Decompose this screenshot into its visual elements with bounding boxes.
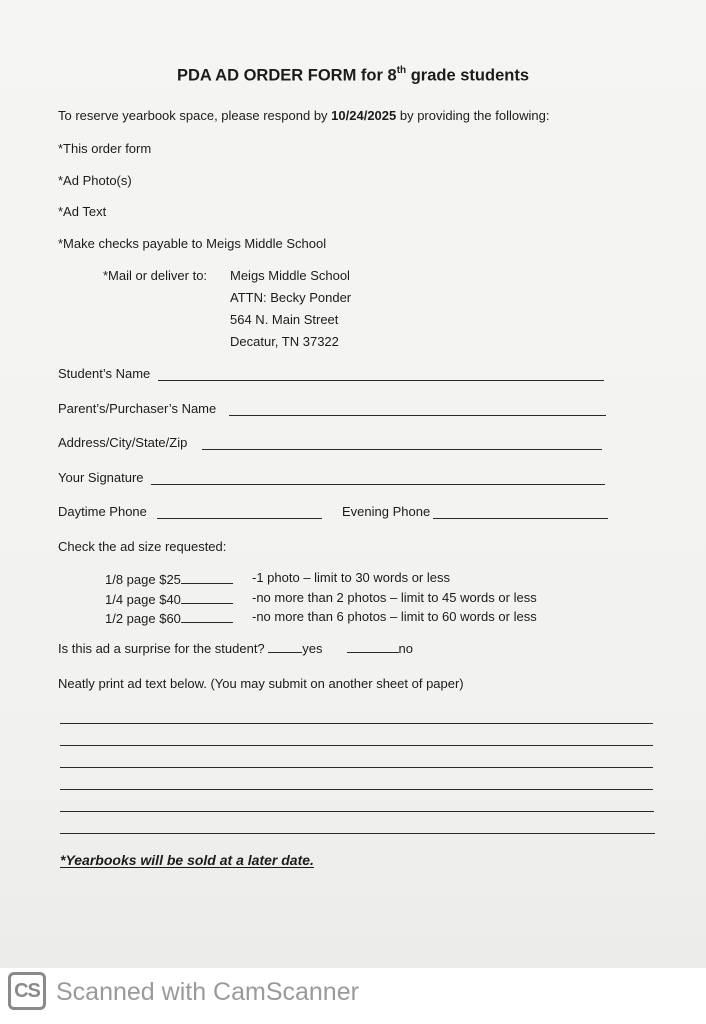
size-description: -no more than 6 photos – limit to 60 words or less [252, 609, 537, 624]
ad-text-line[interactable] [60, 789, 653, 790]
yes-blank[interactable] [268, 639, 302, 653]
print-instruction: Neatly print ad text below. (You may submit on another sheet of paper) [58, 676, 464, 691]
student-name-label: Student’s Name [58, 366, 151, 381]
ad-text-line[interactable] [60, 723, 653, 724]
size-checkbox-blank[interactable] [181, 609, 233, 623]
address-label: Address/City/State/Zip [58, 435, 188, 450]
evening-phone-label: Evening Phone [342, 504, 431, 519]
student-name-line[interactable] [158, 380, 604, 381]
address-line: ATTN: Becky Ponder [230, 290, 352, 305]
no-label: no [398, 641, 413, 656]
checklist-item: *Ad Text [58, 204, 107, 219]
checklist-item: *Ad Photo(s) [58, 173, 132, 188]
address-line: Meigs Middle School [230, 268, 350, 283]
size-description: -no more than 2 photos – limit to 45 words or less [252, 590, 537, 605]
size-option[interactable]: 1/4 page $40 [105, 590, 233, 607]
daytime-phone-line[interactable] [157, 518, 322, 519]
ad-text-line[interactable] [60, 745, 653, 746]
parent-name-line[interactable] [229, 415, 606, 416]
size-prompt: Check the ad size requested: [58, 539, 227, 554]
size-option[interactable]: 1/8 page $25 [105, 570, 233, 587]
ad-text-line[interactable] [60, 833, 655, 834]
signature-label: Your Signature [58, 470, 144, 485]
yes-label: yes [302, 641, 323, 656]
response-deadline: 10/24/2025 [331, 108, 397, 123]
size-description: -1 photo – limit to 30 words or less [252, 570, 450, 585]
camscanner-logo-icon: CS [8, 972, 46, 1010]
no-blank[interactable] [347, 639, 399, 653]
mail-label: *Mail or deliver to: [103, 268, 208, 283]
surprise-question: Is this ad a surprise for the student? yes no [58, 641, 413, 656]
size-checkbox-blank[interactable] [181, 590, 233, 604]
address-line-field[interactable] [202, 449, 602, 450]
ad-text-line[interactable] [60, 811, 654, 812]
daytime-phone-label: Daytime Phone [58, 504, 147, 519]
evening-phone-line[interactable] [433, 518, 608, 519]
watermark-text: Scanned with CamScanner [56, 978, 359, 1006]
size-option[interactable]: 1/2 page $60 [105, 609, 233, 626]
form-title: PDA AD ORDER FORM for 8th grade students [176, 65, 529, 85]
ad-text-line[interactable] [60, 767, 653, 768]
address-line: 564 N. Main Street [230, 312, 339, 327]
footer-note: *Yearbooks will be sold at a later date. [60, 852, 314, 868]
intro-text: To reserve yearbook space, please respond by 10/24/2025 by providing the following: [58, 108, 550, 123]
checklist-item: *This order form [58, 141, 152, 156]
checklist-item: *Make checks payable to Meigs Middle School [58, 236, 327, 251]
size-checkbox-blank[interactable] [181, 570, 233, 584]
signature-line[interactable] [151, 484, 605, 485]
parent-name-label: Parent’s/Purchaser’s Name [58, 401, 217, 416]
address-line: Decatur, TN 37322 [230, 334, 339, 349]
